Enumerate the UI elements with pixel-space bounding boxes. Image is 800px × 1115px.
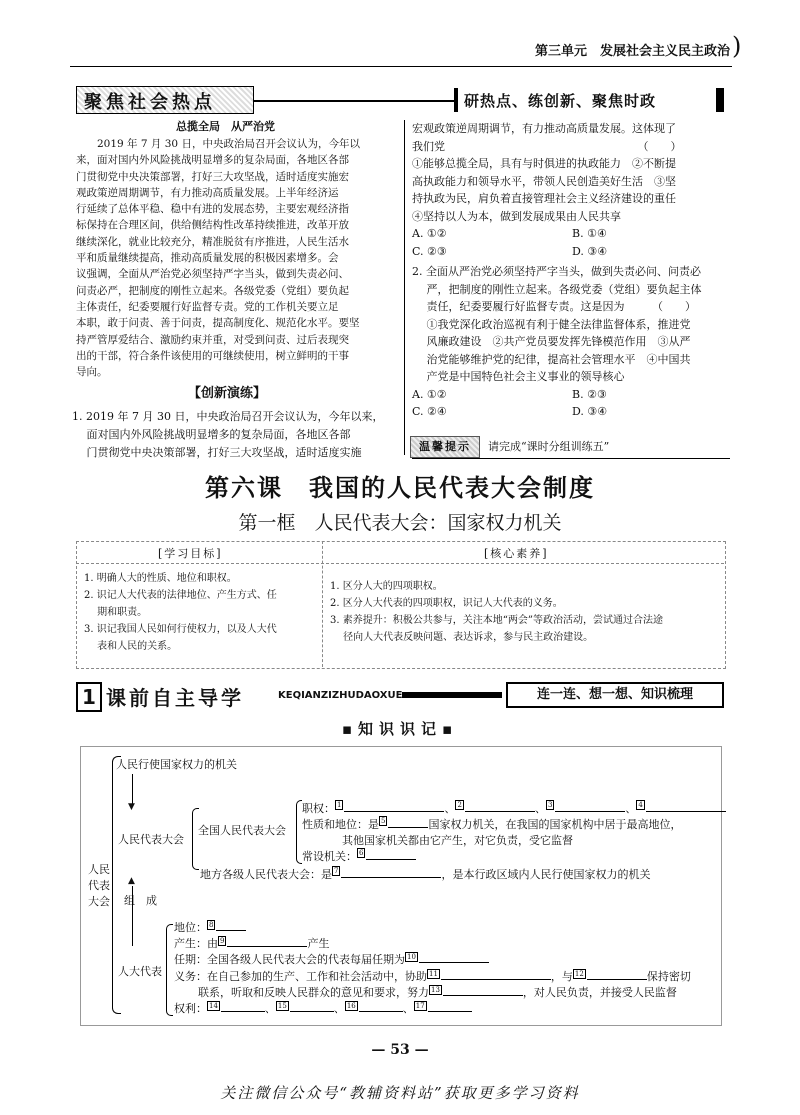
deputy-list <box>174 920 691 1017</box>
section-number: 1 <box>76 682 102 712</box>
q2-line: ①我党深化政治巡视有利于健全法律监督体系，推进党 <box>412 317 691 331</box>
blank-number: 17 <box>415 1002 425 1011</box>
term-row <box>174 952 691 968</box>
q2-option-a[interactable]: A. ①② <box>412 387 447 401</box>
article-line: 标保持在合理区间，供给侧结构性改革持续推进，改革开放 <box>76 219 349 232</box>
core-item: 1. 区分人大的四项职权。 <box>330 581 443 592</box>
q1-cont-line: 持执政为民，肩负着直接管理社会主义经济建设的重任 <box>412 192 676 205</box>
q2-line: 2. 全面从严治党必须坚持严字当头，做到失责必问、问责必 <box>412 265 701 278</box>
blank-number: 7 <box>334 867 339 875</box>
obligation-label: 义务：在自己参加的生产、工作和社会活动中，协助 <box>174 969 427 983</box>
brace-deputy <box>166 924 173 1016</box>
blank-15[interactable] <box>290 1011 334 1012</box>
q1-cont-line: ④坚持以人为本，做到发展成果由人民共享 <box>412 209 621 223</box>
core-item: 3. 素养提升：积极公共参与，关注本地“两会”等政治活动，尝试通过合法途 <box>330 615 663 626</box>
goal-item: 1. 明确人大的性质、地位和职权。 <box>84 573 237 584</box>
rights-label: 权利： <box>174 1002 207 1016</box>
article-line: 门贯彻党中央决策部署，打好三大攻坚战，适时适度实施宏 <box>76 170 349 183</box>
obligation-row <box>174 969 691 985</box>
goal-item: 表和人民的关系。 <box>84 641 178 652</box>
q2-option-d[interactable]: D. ③④ <box>572 405 608 418</box>
q2-line: 产党是中国特色社会主义事业的领导核心 <box>412 370 625 383</box>
article-line: 观政策逆周期调节，有力推动高质量发展。上半年经济运 <box>76 186 339 199</box>
knowledge-title-text: 知识识记 <box>357 720 442 738</box>
blank-number: 8 <box>209 921 214 929</box>
q1-body <box>72 408 402 462</box>
origin-row <box>174 936 691 952</box>
diagram-root: 人民代表大会 <box>88 863 110 908</box>
article-line: 导向。 <box>76 366 108 379</box>
blank-number: 12 <box>574 969 584 978</box>
blank-number: 16 <box>346 1002 356 1011</box>
hot-bar-cap <box>454 88 458 112</box>
standing-row <box>302 848 416 864</box>
hot-bar-line <box>254 100 454 102</box>
q1-cont-line: 高执政能力和领导水平，带领人民创造美好生活 ③坚 <box>412 174 676 188</box>
goal-item: 期和职责。 <box>84 607 148 618</box>
q1-option-d[interactable]: D. ③④ <box>572 244 608 258</box>
goals-right-header-text: 核心素养 <box>490 547 543 560</box>
q2-line: 风廉政建设 ②共产党员要发挥先锋模范作用 ③从严 <box>412 335 691 348</box>
blank-number: 4 <box>638 801 643 809</box>
status-row <box>174 920 691 936</box>
unit-header: 第三单元 发展社会主义民主政治 <box>534 44 730 59</box>
section-slogan: 连一连、想一想、知识梳理 <box>506 682 724 708</box>
q1-options-row1 <box>412 225 730 243</box>
blank-4[interactable] <box>646 811 726 812</box>
q1-option-b[interactable]: B. ①④ <box>572 227 607 240</box>
local-text: ，是本行政区域内人民行使国家权力的机关 <box>441 868 651 881</box>
obligation-row-2 <box>174 985 691 1001</box>
node-top: 人民行使国家权力的机关 <box>116 758 237 771</box>
section-title: 课前自主导学 <box>106 686 244 710</box>
blank-3[interactable] <box>555 811 625 812</box>
column-divider <box>404 120 405 455</box>
status-label: 地位： <box>174 921 207 934</box>
blank-11[interactable] <box>441 979 551 980</box>
lesson-title: 第六课 我国的人民代表大会制度 <box>205 474 595 502</box>
right-column <box>412 120 730 421</box>
blank-1[interactable] <box>344 811 444 812</box>
q2-option-b[interactable]: B. ②③ <box>572 387 607 401</box>
blank-number: 15 <box>277 1002 287 1011</box>
article-line: 本职，敢于问责、善于问责，提高制度化、规范化水平。要坚 <box>76 317 360 330</box>
footer-note: 关注微信公众号“教辅资料站”获取更多学习资料 <box>220 1084 580 1102</box>
local-row <box>200 866 650 882</box>
section-bar <box>402 692 502 698</box>
tip-label: 温馨提示 <box>410 436 480 458</box>
goal-item: 2. 识记人大代表的法律地位、产生方式、任 <box>84 590 277 601</box>
blank-number: 2 <box>457 801 462 809</box>
brace-npc <box>192 808 199 870</box>
nature-label: 性质和地位：是 <box>302 818 379 831</box>
goals-left-header-text: 学习目标 <box>164 547 217 560</box>
blank-number: 3 <box>547 801 553 809</box>
node-deputy: 人大代表 <box>118 965 162 978</box>
article-title: 总揽全局 从严治党 <box>176 120 275 133</box>
origin-suffix: 产生 <box>307 937 330 951</box>
page-number: — 53 — <box>371 1042 429 1058</box>
nature-row <box>302 816 681 832</box>
article-line: 平和质量继续提高，推动高质量发展的积极因素增多。会 <box>76 252 339 265</box>
nature-text: 国家权力机关，在我国的国家机构中居于最高地位， <box>428 818 682 831</box>
header-bracket: ) <box>732 32 742 60</box>
q2-options-row1 <box>412 386 730 404</box>
article-line: 主体责任，纪委要履行好监督专责。党的工作机关要立足 <box>76 300 339 313</box>
local-label: 地方各级人民代表大会：是 <box>200 868 332 881</box>
arrow-down-icon: ▼ <box>128 802 135 812</box>
q1-line: 1. 2019 年 7 月 30 日，中央政治局召开会议认为，今年以来， <box>72 410 384 423</box>
blank-number: 11 <box>429 969 438 978</box>
q2-line: 治党能够维护党的纪律，提高社会管理水平 ④中国共 <box>412 352 691 366</box>
section-pinyin: KEQIANZIZHUDAOXUE <box>278 690 403 701</box>
origin-label: 产生：由 <box>174 937 218 951</box>
blank-5[interactable] <box>388 827 428 828</box>
blank-16[interactable] <box>359 1011 403 1012</box>
article-line: 继续深化，就业比较充分，精准脱贫有序推进，人民生活水 <box>76 235 349 248</box>
obligation-label-2: 联系，听取和反映人民群众的意见和要求，努力 <box>198 985 429 999</box>
node-npc: 人民代表大会 <box>118 833 184 846</box>
goals-left-header: [学习目标] <box>158 547 223 560</box>
blank-7[interactable] <box>341 877 441 878</box>
q2-option-c[interactable]: C. ②④ <box>412 405 447 418</box>
article-line: 议强调，全面从严治党必须坚持严字当头，做到失责必问、 <box>76 268 349 281</box>
q1-line: 面对国内外风险挑战明显增多的复杂局面，各地区各部 <box>72 428 351 441</box>
blank-number: 13 <box>431 985 440 994</box>
goals-divider <box>322 541 323 667</box>
q1-cont-line: ①能够总揽全局，具有与时俱进的执政能力 ②不断提 <box>412 157 676 170</box>
term-label: 任期：全国各级人民代表大会的代表每届任期为 <box>174 953 405 967</box>
blank-8[interactable] <box>216 930 246 931</box>
tip-text: 请完成“课时分组训练五” <box>488 440 610 453</box>
duty-row: 职权： 1 、 2 、 3 、 4 <box>302 800 726 816</box>
goals-right-list <box>330 578 720 646</box>
blank-10[interactable] <box>419 962 489 963</box>
duty-label: 职权： <box>302 802 335 815</box>
article-line: 行延续了总体平稳、稳中有进的发展态势，主要宏观经济指 <box>76 203 349 216</box>
blank-number: 10 <box>407 953 416 962</box>
hot-slogan: 研热点、练创新、聚焦时政 <box>464 92 657 110</box>
header-rule <box>70 66 732 67</box>
tip-rule <box>412 458 730 459</box>
blank-number: 5 <box>381 817 386 825</box>
obligation-end-2: ，对人民负责，并接受人民监督 <box>522 985 677 999</box>
article-line: 问责必严，把制度的刚性立起来。各级党委（党组）要负起 <box>76 284 349 297</box>
goals-left-list <box>84 570 320 655</box>
goal-item: 3. 识记我国人民如何行使权力，以及人大代 <box>84 624 277 635</box>
composition-label: 组 成 <box>124 894 157 907</box>
blank-number: 9 <box>220 937 225 946</box>
hot-title: 聚焦社会热点 <box>84 92 216 113</box>
blank-6[interactable] <box>366 859 416 860</box>
article-line: 出的干部，符合条件该使用的可继续使用，树立鲜明的干事 <box>76 349 349 362</box>
node-national: 全国人民代表大会 <box>198 824 286 837</box>
core-item: 径向人大代表反映问题、表达诉求，参与民主政治建设。 <box>330 632 594 643</box>
blank-17[interactable] <box>428 1011 472 1012</box>
q1-cont-line: 宏观政策逆周期调节，有力推动高质量发展。这体现了 <box>412 122 676 135</box>
q2-options-row2 <box>412 403 730 421</box>
blank-14[interactable] <box>221 1011 265 1012</box>
q1-cont-line: 我们党 （ ） <box>412 139 682 153</box>
blank-number: 6 <box>359 849 364 857</box>
article-body <box>76 136 398 380</box>
obligation-mid: ，与 <box>550 969 573 983</box>
blank-13[interactable] <box>443 995 523 996</box>
arrow-up-icon: ▲ <box>128 876 135 886</box>
article-line: 持严管厚爱结合、激励约束并重，对受到问责、过后表现突 <box>76 333 349 346</box>
practice-title: 【创新演练】 <box>188 386 267 401</box>
q1-line: 门贯彻党中央决策部署，打好三大攻坚战，适时适度实施 <box>72 446 362 459</box>
nature-row-2: 其他国家机关都由它产生，对它负责，受它监督 <box>342 834 573 847</box>
standing-label: 常设机关： <box>302 850 357 863</box>
article-line: 来，面对国内外风险挑战明显增多的复杂局面，各地区各部 <box>76 154 349 167</box>
hot-bar-end <box>716 88 724 112</box>
q2-line: 严，把制度的刚性立起来。各级党委（党组）要负起主体 <box>412 282 702 296</box>
q1-option-a[interactable]: A. ①② <box>412 227 447 240</box>
blank-2[interactable] <box>465 811 535 812</box>
blank-number: 14 <box>209 1002 218 1011</box>
lesson-subtitle: 第一框 人民代表大会：国家权力机关 <box>238 512 562 534</box>
q2-line: 责任，纪委要履行好监督专责。这是因为 （ ） <box>412 300 696 313</box>
blank-number: 1 <box>337 801 342 809</box>
core-item: 2. 区分人大代表的四项职权，识记人大代表的义务。 <box>330 598 563 609</box>
knowledge-title: ▪知识识记▪ <box>341 720 459 738</box>
blank-9[interactable] <box>227 946 307 947</box>
blank-12[interactable] <box>587 979 647 980</box>
goals-right-header: [核心素养] <box>484 547 549 560</box>
q1-option-c[interactable]: C. ②③ <box>412 244 447 258</box>
rights-row: 权利： 14 、 15 、 16 、 17 <box>174 1001 691 1017</box>
q1-options-row2 <box>412 243 730 261</box>
arrow-up-line <box>132 886 133 946</box>
obligation-end: 保持密切 <box>646 969 691 983</box>
article-line: 2019 年 7 月 30 日，中央政治局召开会议认为，今年以 <box>76 138 360 150</box>
